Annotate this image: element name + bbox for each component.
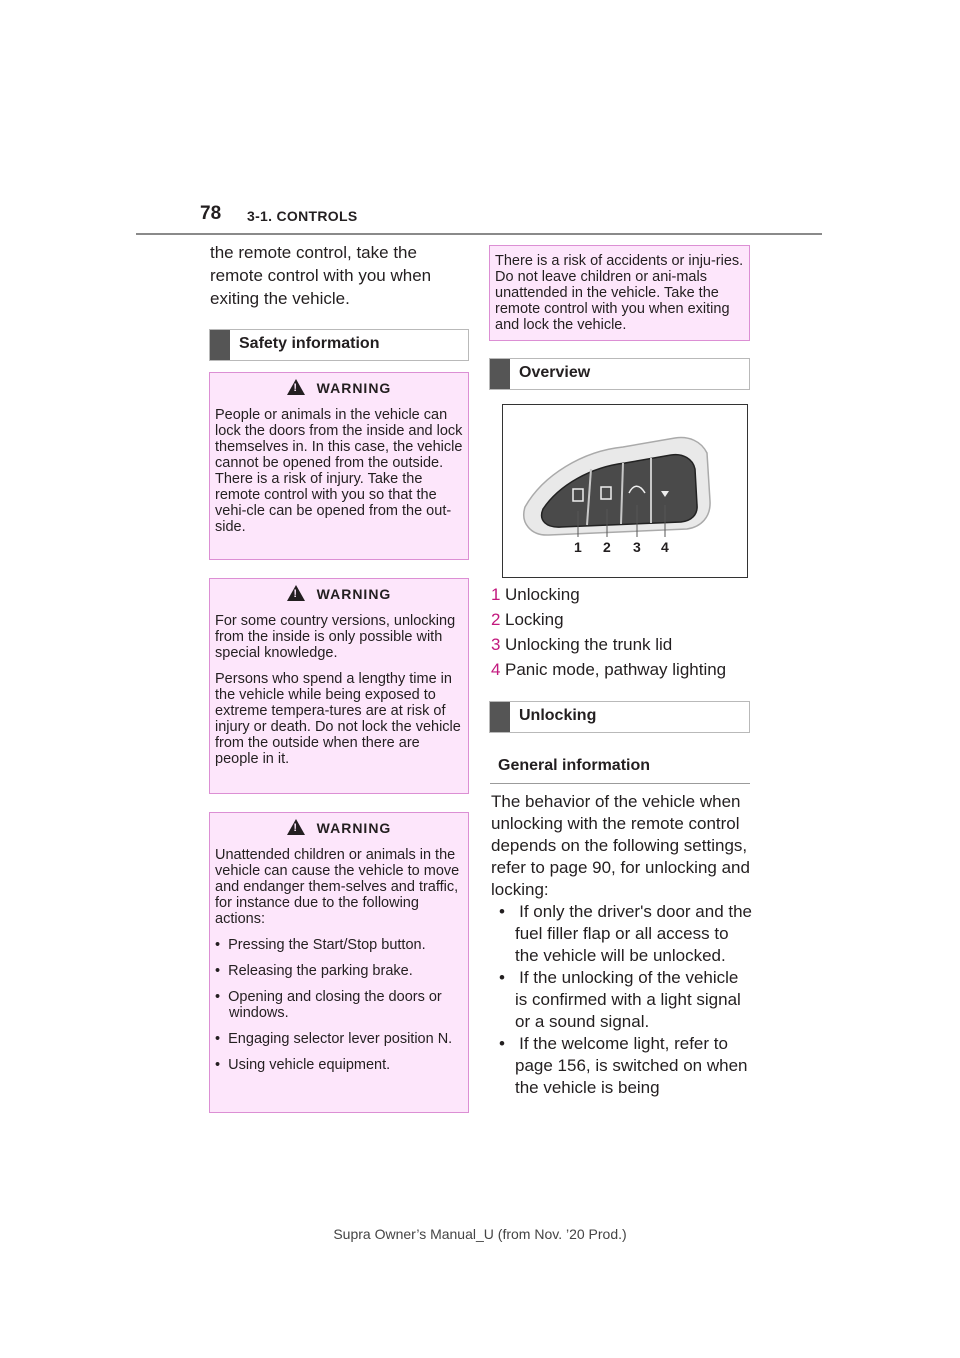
general-bullet: • If the unlocking of the vehicle is confirmed with a light signal or a sound signal. [499,968,741,1031]
warning-bullet: • Pressing the Start/Stop button. [215,937,426,953]
figure-label: 3 [633,539,641,555]
warning-triangle-icon: ! [287,379,305,395]
warning-bullet: • Releasing the parking brake. [215,963,413,979]
warning-bullet: • Opening and closing the doors or windows. [215,989,442,1021]
warning-paragraph: Persons who spend a lengthy time in the vehicle while being exposed to extreme tempera-tures are at risk of injury or death. Do not lock the vehicle from the outside when there are people in it. [215,671,461,767]
general-intro: The behavior of the vehicle when unlocking with the remote control depends on the following settings, refer to page 90, for unlocking and locking: [491,792,750,899]
warning-title [210,379,468,396]
legend-item: 2 Locking [491,610,564,629]
warning-text [215,847,463,1083]
warning-text: There is a risk of accidents or inju-ries. Do not leave children or ani-mals unattended in the vehicle. Take the remote control with you when exiting and lock the vehicle. [495,253,744,333]
figure-legend [491,582,761,682]
unlocking-heading-label: Unlocking [519,707,597,724]
warning-paragraph: For some country versions, unlocking from the inside is only possible with special knowledge. [215,613,456,661]
warning-box-2 [209,578,469,794]
legend-item: 4 Panic mode, pathway lighting [491,660,727,679]
warning-paragraph: Unattended children or animals in the vehicle can cause the vehicle to move and endanger them-selves and traffic, for instance due to the following actions: [215,847,460,927]
intro-paragraph: the remote control, take the remote control with you when exiting the vehicle. [210,243,432,308]
heading-bar [490,702,510,732]
key-fob-figure [502,404,748,578]
figure-label: 1 [574,539,582,555]
warning-bullet: • Using vehicle equipment. [215,1057,391,1073]
warning-text: People or animals in the vehicle can lock the doors from the inside and lock themselves in. In this case, the vehicle cannot be opened from the outside. There is a risk of injury. Take the remote control with you so that the vehi-cle can be opened from the out-side. [215,407,463,535]
general-info-body [491,791,753,1099]
heading-bar [490,359,510,389]
warning-box-3 [209,812,469,1113]
safety-heading-label: Safety information [239,335,380,352]
general-bullet: • If the welcome light, refer to page 156, is switched on when the vehicle is being [499,1034,748,1097]
warning-text [215,613,463,777]
figure-label: 2 [603,539,611,555]
unlocking-heading [489,701,750,733]
general-info-heading: General information [498,757,651,774]
general-bullet: • If only the driver's door and the fuel filler flap or all access to the vehicle will be unlocked. [499,902,753,965]
figure-label: 4 [661,539,669,555]
warning-triangle-icon: ! [287,819,305,835]
warning-title-label: WARNING [316,586,392,602]
heading-bar [210,330,230,360]
page-footer: Supra Owner’s Manual_U (from Nov. ’20 Prod.) [333,1226,627,1242]
legend-item: 1 Unlocking [491,585,580,604]
warning-box-continued [489,245,750,341]
warning-box-1 [209,372,469,560]
overview-heading-label: Overview [519,364,591,381]
warning-triangle-icon: ! [287,585,305,601]
legend-item: 3 Unlocking the trunk lid [491,635,673,654]
warning-title-label: WARNING [316,820,392,836]
safety-heading [209,329,469,361]
warning-title-label: WARNING [316,380,392,396]
general-heading-rule [490,783,750,784]
overview-heading [489,358,750,390]
section-title: 3-1. CONTROLS [247,208,358,224]
warning-title [210,819,468,836]
header-rule [136,233,822,235]
page-number: 78 [200,203,222,224]
warning-bullet: • Engaging selector lever position N. [215,1031,453,1047]
warning-title [210,585,468,602]
key-fob-illustration [503,405,747,577]
